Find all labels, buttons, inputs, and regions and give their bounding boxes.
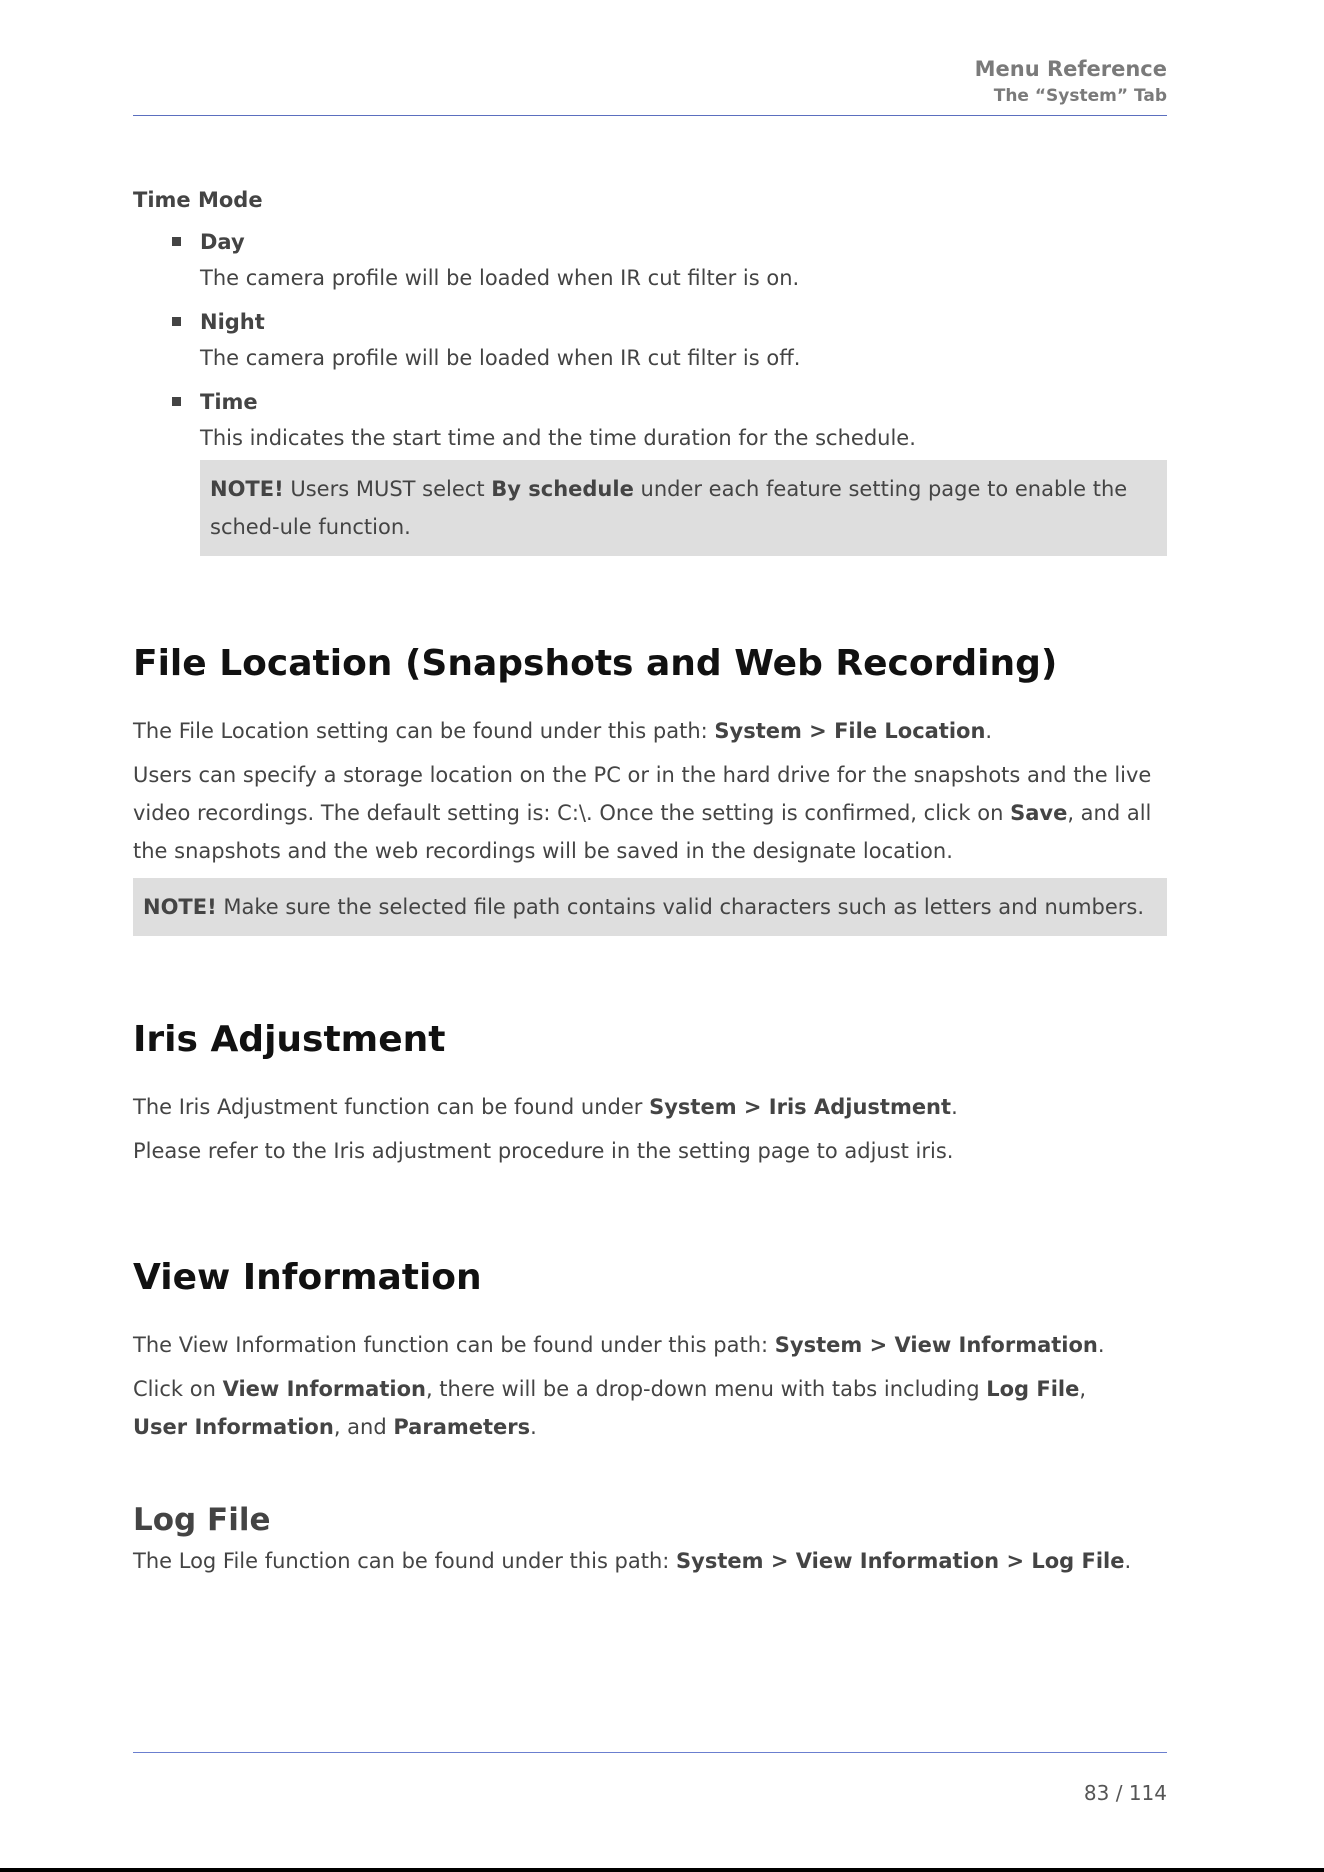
header-rule	[133, 115, 1167, 116]
item-desc-time: This indicates the start time and the time duration for the schedule.	[200, 426, 916, 450]
bold-text: User Information	[133, 1415, 334, 1439]
square-bullet-icon	[172, 237, 181, 246]
path-text: System > File Location	[714, 719, 986, 743]
view-information-heading: View Information	[133, 1257, 482, 1298]
text: , there will be a drop-down menu with tabs including	[425, 1377, 987, 1401]
text: .	[530, 1415, 537, 1439]
note-bold: By schedule	[491, 477, 634, 501]
text: The File Location setting can be found under this path:	[133, 719, 715, 743]
text: , and all the snapshots and the web recordings will be saved in the designate location.	[133, 801, 1152, 863]
text: .	[1097, 1333, 1105, 1357]
path-text: System > View Information	[774, 1333, 1098, 1357]
text: Click on	[133, 1377, 223, 1401]
header-section: The “System” Tab	[993, 86, 1167, 106]
note-text: Users MUST select	[283, 477, 492, 501]
square-bullet-icon	[172, 317, 181, 326]
text: The View Information function can be found under this path:	[133, 1333, 775, 1357]
text: .	[1124, 1549, 1132, 1573]
file-location-description	[133, 756, 1167, 870]
bold-text: View Information	[222, 1377, 426, 1401]
note-label: NOTE!	[143, 895, 217, 919]
view-info-description	[133, 1370, 1133, 1446]
path-text: System > Iris Adjustment	[649, 1095, 952, 1119]
file-path-note	[133, 878, 1167, 936]
log-file-path-paragraph	[133, 1542, 1167, 1580]
header-chapter: Menu Reference	[974, 57, 1167, 81]
file-location-heading: File Location (Snapshots and Web Recording)	[133, 643, 1058, 684]
footer-rule	[133, 1752, 1167, 1753]
save-text: Save	[1010, 801, 1068, 825]
list-item	[200, 224, 1167, 296]
text: The Iris Adjustment function can be found under	[133, 1095, 650, 1119]
iris-adjustment-heading: Iris Adjustment	[133, 1019, 446, 1060]
text: , and	[333, 1415, 394, 1439]
item-title-time: Time	[200, 390, 258, 414]
text: ,	[1079, 1377, 1087, 1401]
time-mode-title: Time Mode	[133, 188, 263, 212]
iris-path-paragraph	[133, 1088, 1167, 1126]
text: .	[985, 719, 993, 743]
running-header	[975, 56, 1167, 108]
note-text: under each feature setting page to enable the sched-ule function.	[210, 477, 1128, 539]
document-page	[133, 0, 1167, 1872]
page-number: 83 / 114	[1083, 1781, 1167, 1805]
schedule-note	[200, 460, 1167, 556]
list-item	[200, 384, 1167, 456]
bold-text: Parameters	[393, 1415, 531, 1439]
path-text: System > View Information > Log File	[676, 1549, 1125, 1573]
text: The Log File function can be found under this path:	[133, 1549, 677, 1573]
main-content	[133, 182, 1167, 1580]
time-mode-list	[133, 224, 1167, 456]
note-text: Make sure the selected file path contains valid characters such as letters and numbers.	[216, 895, 1145, 919]
item-desc-night: The camera profile will be loaded when IR cut filter is off.	[200, 346, 801, 370]
item-title-night: Night	[200, 310, 265, 334]
iris-description: Please refer to the Iris adjustment procedure in the setting page to adjust iris.	[133, 1139, 954, 1163]
text: .	[951, 1095, 958, 1119]
bottom-edge	[0, 1868, 1324, 1872]
note-label: NOTE!	[210, 477, 284, 501]
log-file-heading: Log File	[133, 1502, 271, 1538]
list-item	[200, 304, 1167, 376]
square-bullet-icon	[172, 397, 181, 406]
item-title-day: Day	[200, 230, 245, 254]
bold-text: Log File	[986, 1377, 1080, 1401]
text: Users can specify a storage location on the PC or in the hard drive for the snapshots and the live video recordings. The default setting is: C:\. Once the setting is confirmed, click on	[133, 763, 1152, 825]
file-location-path-paragraph	[133, 712, 1167, 750]
view-info-path-paragraph	[133, 1326, 1167, 1364]
item-desc-day: The camera profile will be loaded when IR cut filter is on.	[200, 266, 800, 290]
